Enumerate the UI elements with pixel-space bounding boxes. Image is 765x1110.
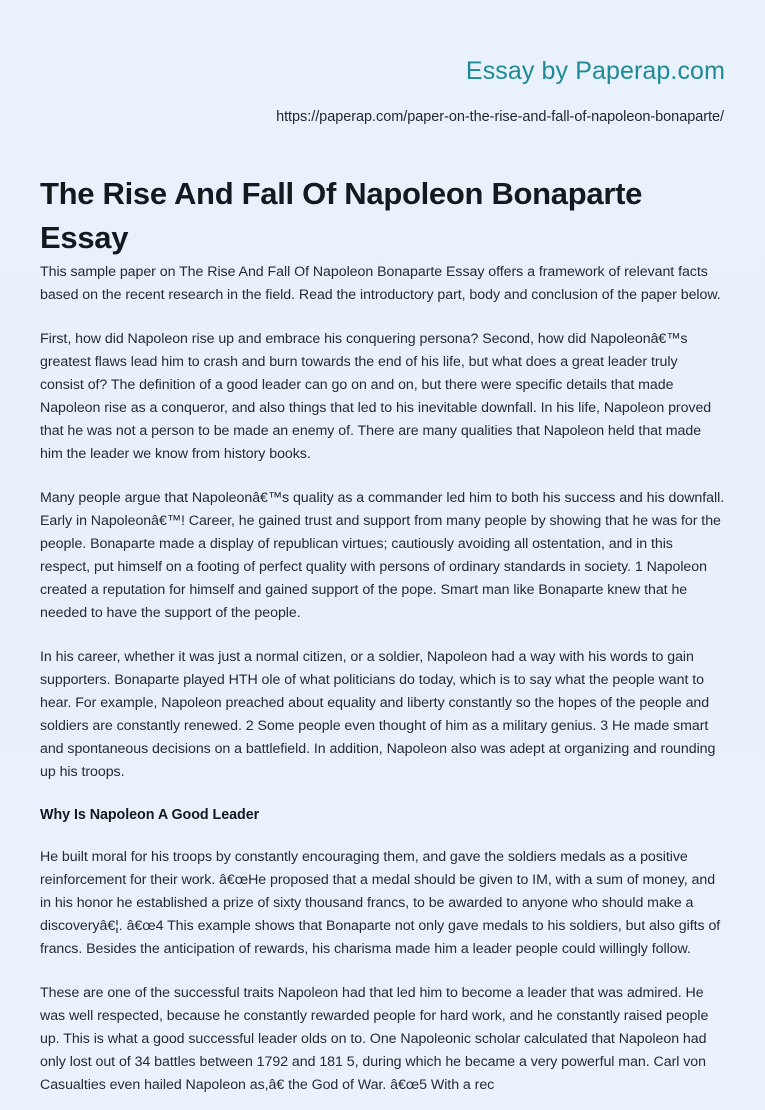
site-brand-title: Essay by Paperap.com — [465, 57, 725, 85]
body-paragraph-2: Many people argue that Napoleonâ€™s quality as a commander led him to both his success and his downfall. Early in Napoleonâ€™! Career, he gained trust and support from many people by showing that he was for the people. Bonaparte made a display of republican virtues; cautiously avoiding all ostentation, and in this respect, put himself on a footing of perfect quality with persons of ordinary standards in society. 1 Napoleon created a reputation for himself and gained support of the pope. Smart man like Bonaparte knew that he needed to have the support of the people. — [40, 489, 725, 621]
document-content — [0, 172, 765, 1097]
source-url-row — [0, 108, 765, 126]
intro-paragraph: This sample paper on The Rise And Fall Of Napoleon Bonaparte Essay offers a framework of relevant facts based on the recent research in the field. Read the introductory part, body and conclusion of the paper below. — [40, 263, 721, 303]
page-title: The Rise And Fall Of Napoleon Bonaparte Essay — [40, 176, 643, 256]
body-paragraph-4: He built moral for his troops by constantly encouraging them, and gave the soldiers medals as a positive reinforcement for their work. â€œHe proposed that a medal should be given to IM, with a sum of money, and in his honor he established a prize of sixty thousand francs, to be awarded to anyone who should make a discoveryâ€¦. â€œ4 This example shows that Bonaparte not only gave medals to his soldiers, but also gifts of francs. Besides the anticipation of rewards, his charisma made him a leader people could willingly follow. — [40, 849, 721, 958]
body-paragraph-3: In his career, whether it was just a normal citizen, or a soldier, Napoleon had a way with his words to gain supporters. Bonaparte played HTH ole of what politicians do today, which is to say what the people want to hear. For example, Napoleon preached about equality and liberty constantly so the hopes of the people and soldiers are constantly renewed. 2 Some people even thought of him as a military genius. 3 He made smart and spontaneous decisions on a battlefield. In addition, Napoleon also was adept at organizing and rounding up his troops. — [40, 648, 716, 780]
source-url[interactable]: https://paperap.com/paper-on-the-rise-and-fall-of-napoleon-bonaparte/ — [276, 109, 724, 125]
body-paragraph-5: These are one of the successful traits Napoleon had that led him to become a leader that was admired. He was well respected, because he constantly rewarded people for hard work, and he constantly raised people up. This is what a good successful leader olds on to. One Napoleonic scholar calculated that Napoleon had only lost out of 34 battles between 1792 and 181 5, during which he became a very powerful man. Carl von Casualties even hailed Napoleon as,â€ the God of War. â€œ5 With a rec — [40, 985, 709, 1094]
body-paragraph-1: First, how did Napoleon rise up and embrace his conquering persona? Second, how did Napoleonâ€™s greatest flaws lead him to crash and burn towards the end of his life, but what does a great leader truly consist of? The definition of a good leader can go on and on, but there were specific details that made Napoleon rise as a conqueror, and also things that led to his inevitable downfall. In his life, Napoleon proved that he was not a person to be made an enemy of. There are many qualities that Napoleon held that made him the leader we know from history books. — [40, 330, 712, 462]
section-subheading: Why Is Napoleon A Good Leader — [40, 806, 260, 823]
brand-header — [0, 0, 765, 86]
